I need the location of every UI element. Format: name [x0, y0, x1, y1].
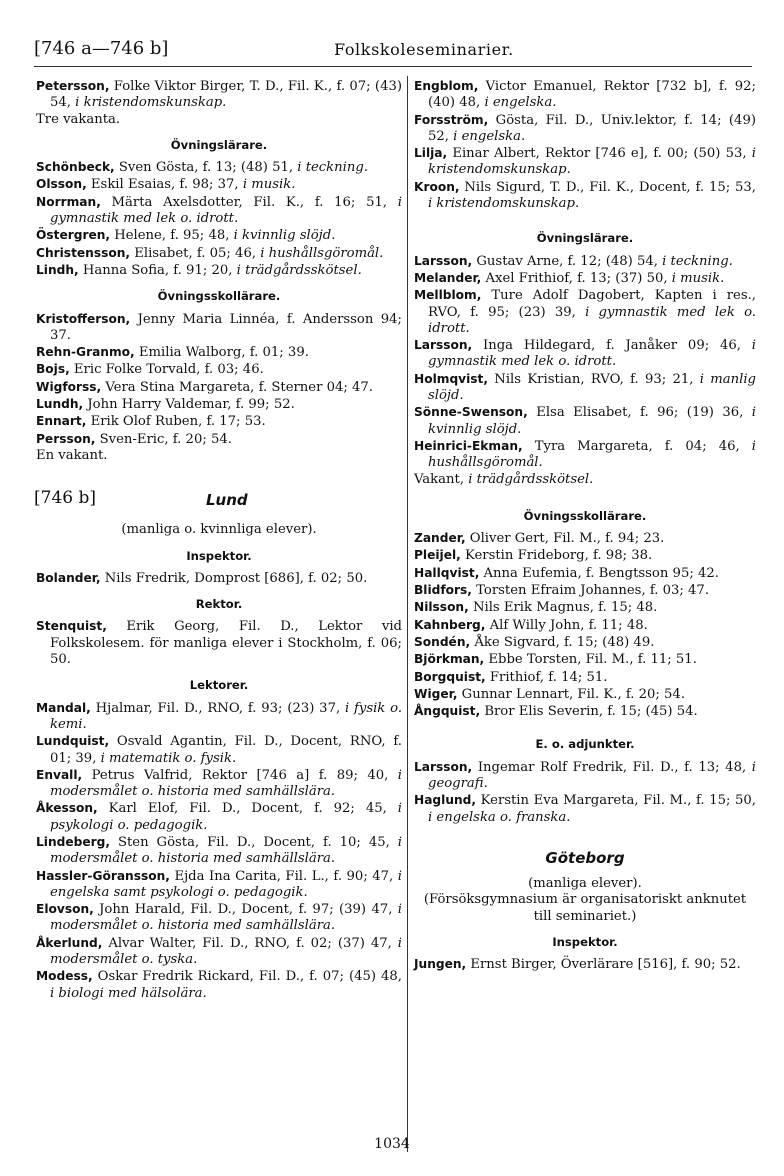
entry-name: Östergren, [36, 228, 111, 243]
entry-text: Sten Gösta, Fil. D., Docent, f. 10; 45, [109, 834, 398, 850]
entry-name: Björkman, [414, 652, 485, 667]
entry-text: Erik Georg, Fil. D., Lektor vid Folkskolesem. för manliga elever i Stockholm, f. 06; 50. [50, 619, 402, 668]
entry-subject: i teckning. [662, 253, 733, 269]
entry-text: Oskar Fredrik Rickard, Fil. D., f. 07; (45) 48, [92, 969, 402, 985]
entry [414, 438, 756, 472]
entry-name: Sondén, [414, 634, 471, 649]
entry [414, 287, 756, 337]
section-code: [746 b] [34, 488, 96, 509]
entry-text: Helene, f. 95; 48, [110, 228, 234, 244]
entry-name: Ennart, [36, 414, 87, 429]
entry-text: Einar Albert, Rektor [746 e], f. 00; (50) 53, [447, 146, 752, 162]
column-divider [407, 76, 408, 1152]
entry-subject: i kristendomskunskap. [428, 146, 756, 178]
section-heading: Övningslärare. [170, 137, 268, 152]
entry-text: Åke Sigvard, f. 15; (48) 49. [470, 634, 655, 650]
entry [414, 112, 756, 146]
entry-text: Ebbe Torsten, Fil. M., f. 11; 51. [484, 652, 697, 668]
entry-subject: i matematik o. fysik. [100, 750, 237, 766]
entry [36, 901, 402, 935]
entry-name: Olsson, [36, 177, 87, 192]
entry-text: Axel Frithiof, f. 13; (37) 50, [481, 270, 672, 286]
entry-text: Frithiof, f. 14; 51. [485, 669, 608, 685]
entry-name: Lilja, [414, 146, 448, 161]
entry-text: Ingemar Rolf Fredrik, Fil. D., f. 13; 48, [472, 759, 752, 775]
entry [414, 337, 756, 371]
entry-text: Elsa Elisabet, f. 96; (19) 36, [527, 405, 752, 421]
entry [414, 253, 756, 270]
entry [36, 396, 402, 413]
entry-subject: i engelska o. franska. [428, 809, 571, 825]
entry [36, 194, 402, 228]
section-heading: E. o. adjunkter. [535, 737, 635, 752]
entry-name: Engblom, [414, 79, 479, 93]
entry-text: Nils Sigurd, T. D., Fil. K., Docent, f. 15; 53, [459, 179, 756, 195]
entry-name: Nilsson, [414, 600, 469, 615]
page-header [34, 36, 752, 67]
entry [36, 227, 402, 244]
left-column [36, 78, 402, 1002]
entry-text: John Harald, Fil. D., Docent, f. 97; (39) 47, [93, 902, 398, 918]
entry-subject: i trädgårdsskötsel. [468, 471, 594, 487]
entry-text: Osvald Agantin, Fil. D., Docent, RNO, f. 01; 39, [50, 734, 402, 766]
entry-text: John Harry Valdemar, f. 99; 52. [83, 397, 295, 413]
entry-subject: i kristendomskunskap. [75, 95, 227, 111]
entry [36, 159, 402, 176]
entry-name: Elovson, [36, 902, 94, 917]
right-column [414, 78, 756, 974]
entry-text: Tre vakanta. [36, 111, 121, 127]
entry-name: Lindh, [36, 262, 79, 277]
entry [36, 935, 402, 969]
entry-name: Rehn-Granmo, [36, 345, 135, 360]
entry-text: Alvar Walter, Fil. D., RNO, f. 02; (37) 47, [102, 935, 398, 951]
entry-subject: i gymnastik med lek o. idrott. [428, 338, 756, 370]
entry-name: Persson, [36, 431, 96, 446]
entry [36, 413, 402, 430]
entry-text: Emilia Walborg, f. 01; 39. [134, 345, 309, 361]
entry [36, 733, 402, 767]
entry [414, 599, 756, 616]
entry-name: Lindeberg, [36, 834, 110, 849]
entry-name: Mandal, [36, 700, 91, 715]
entry-name: Kristofferson, [36, 311, 131, 326]
entry [414, 530, 756, 547]
entry [414, 472, 756, 488]
entry-text: Sven-Eric, f. 20; 54. [95, 431, 232, 447]
entry-name: Borgquist, [414, 669, 486, 684]
section-note: (Försöksgymnasium är organisatoriskt anknutet till seminariet.) [423, 892, 747, 924]
entry [414, 582, 756, 599]
entry-name: Bojs, [36, 362, 70, 377]
entry [414, 371, 756, 405]
entry-subject: i kvinnlig slöjd. [233, 228, 336, 244]
entry [36, 968, 402, 1002]
entry-name: Modess, [36, 969, 93, 984]
entry-text: Bror Elis Severin, f. 15; (45) 54. [480, 704, 698, 720]
entry-name: Melander, [414, 270, 482, 285]
right-ovningskollarare-list [414, 530, 756, 720]
left-ovningslarare-list [36, 159, 402, 279]
entry-subject: i musik. [671, 270, 725, 286]
section-heading: Övningslärare. [536, 231, 634, 246]
entry [36, 176, 402, 193]
entry-text: Karl Elof, Fil. D., Docent, f. 92; 45, [97, 801, 398, 817]
entry-text: Ernst Birger, Överlärare [516], f. 90; 52. [466, 957, 741, 973]
entry-subject: i hushållsgöromål. [428, 438, 756, 471]
entry-name: Forsström, [414, 112, 489, 127]
entry [36, 379, 402, 396]
section-heading: Lektorer. [189, 678, 249, 693]
entry-name: Wigforss, [36, 379, 102, 394]
entry-subject: i engelska. [484, 95, 557, 111]
entry-name: Petersson, [36, 79, 110, 93]
entry-text: Elisabet, f. 05; 46, [130, 245, 261, 261]
entry-subject: i engelska samt psykologi o. pedagogik. [50, 868, 402, 900]
section-heading: Inspektor. [186, 548, 252, 563]
entry [414, 634, 756, 651]
entry-text: Tyra Margareta, f. 04; 46, [522, 438, 752, 454]
section-note: (manliga elever). [528, 876, 642, 892]
entry-name: Larsson, [414, 338, 473, 353]
entry-name: Larsson, [414, 759, 473, 774]
entry-text: Hjalmar, Fil. D., RNO, f. 93; (23) 37, [90, 700, 345, 716]
entry-name: Schönbeck, [36, 160, 115, 175]
entry-subject: i biologi med hälsolära. [50, 985, 207, 1001]
page-range: [746 a—746 b] [34, 38, 169, 59]
entry-name: Åkerlund, [36, 935, 103, 950]
entry [414, 759, 756, 793]
left-rektor-list [36, 618, 402, 668]
entry-text: Anna Eufemia, f. Bengtsson 95; 42. [479, 565, 719, 581]
entry [36, 800, 402, 834]
entry [414, 404, 756, 438]
entry [414, 617, 756, 634]
entry-text: Nils Erik Magnus, f. 15; 48. [468, 600, 658, 616]
entry [414, 78, 756, 112]
entry [36, 868, 402, 902]
entry [36, 618, 402, 668]
entry [36, 431, 402, 448]
entry-name: Haglund, [414, 793, 477, 808]
entry-text: Märta Axelsdotter, Fil. K., f. 16; 51, [100, 194, 398, 210]
entry-text: Folke Viktor Birger, T. D., Fil. K., f. 07; (43) 54, [50, 79, 402, 111]
entry [36, 834, 402, 868]
right-ovningslarare-list [414, 253, 756, 488]
entry-text: Vera Stina Margareta, f. Sterner 04; 47. [101, 379, 373, 395]
entry [36, 448, 402, 464]
entry-subject: i kvinnlig slöjd. [428, 405, 756, 437]
entry-name: Christensson, [36, 245, 131, 260]
entry-text: Sven Gösta, f. 13; (48) 51, [114, 160, 298, 176]
entry-text: Ture Adolf Dagobert, Kapten i res., RVO, f. 95; (23) 39, [428, 288, 756, 320]
entry-name: Norrman, [36, 194, 101, 209]
entry-subject: i manlig slöjd. [428, 371, 756, 404]
right-adjunkter-list [414, 759, 756, 826]
entry [36, 767, 402, 801]
lund-section-title [36, 490, 402, 516]
entry [414, 956, 756, 973]
entry-name: Kroon, [414, 179, 460, 194]
entry-text: En vakant. [36, 447, 108, 463]
left-ovningskollarare-list [36, 311, 402, 465]
entry-name: Sönne-Swenson, [414, 405, 528, 420]
entry-text: Kerstin Frideborg, f. 98; 38. [460, 548, 653, 564]
entry [414, 270, 756, 287]
entry-text: Vakant, [414, 471, 469, 487]
entry-text: Eskil Esaias, f. 98; 37, [86, 177, 243, 193]
entry-subject: i psykologi o. pedagogik. [50, 801, 402, 833]
entry-name: Jungen, [414, 957, 467, 972]
entry [414, 565, 756, 582]
entry-subject: i modersmålet o. tyska. [50, 935, 402, 968]
left-inspektor-list [36, 570, 402, 587]
right-top-list [414, 78, 756, 212]
entry-name: Åkesson, [36, 801, 98, 816]
entry-name: Bolander, [36, 570, 101, 585]
entry-subject: i modersmålet o. historia med samhällslära. [50, 902, 402, 934]
entry-name: Envall, [36, 767, 83, 782]
entry-subject: i gymnastik med lek o. idrott. [428, 304, 756, 336]
entry [36, 361, 402, 378]
entry-name: Kahnberg, [414, 617, 486, 632]
entry-subject: i kristendomskunskap. [428, 196, 580, 212]
entry-subject: i geografi. [428, 759, 756, 791]
entry [36, 311, 402, 345]
entry [36, 78, 402, 112]
entry-text: Gustav Arne, f. 12; (48) 54, [472, 253, 663, 269]
entry [414, 651, 756, 668]
entry [414, 703, 756, 720]
entry-name: Stenquist, [36, 619, 107, 634]
entry [36, 570, 402, 587]
entry-subject: i fysik o. kemi. [50, 700, 403, 732]
entry-text: Inga Hildegard, f. Janåker 09; 46, [472, 338, 752, 354]
left-top-list [36, 78, 402, 128]
entry-text: Nils Kristian, RVO, f. 93; 21, [488, 371, 700, 387]
entry-name: Lundh, [36, 397, 84, 412]
entry-text: Eric Folke Torvald, f. 03; 46. [69, 362, 264, 378]
entry-subject: i hushållsgöromål. [260, 245, 384, 261]
entry-name: Heinrici-Ekman, [414, 438, 523, 453]
entry [414, 686, 756, 703]
section-heading: Övningsskollärare. [157, 289, 281, 304]
entry-text: Oliver Gert, Fil. M., f. 94; 23. [465, 531, 665, 547]
entry-name: Lundquist, [36, 734, 110, 749]
entry-name: Holmqvist, [414, 371, 489, 386]
entry-text: Jenny Maria Linnéa, f. Andersson 94; 37. [50, 311, 402, 343]
entry-name: Pleijel, [414, 548, 461, 563]
entry-text: Erik Olof Ruben, f. 17; 53. [86, 414, 266, 430]
left-lektorer-list [36, 700, 402, 1002]
section-heading: Rektor. [195, 597, 243, 612]
entry [414, 669, 756, 686]
section-heading: Inspektor. [552, 935, 618, 950]
entry [414, 179, 756, 213]
page-title: Folkskoleseminarier. [334, 40, 514, 59]
entry-text: Torsten Efraim Johannes, f. 03; 47. [471, 583, 710, 599]
page-number: 1034 [374, 1136, 410, 1152]
entry-subject: i modersmålet o. historia med samhällslära. [50, 767, 402, 800]
entry-text: Victor Emanuel, Rektor [732 b], f. 92; (40) 48, [428, 79, 756, 111]
right-inspektor-list [414, 956, 756, 973]
entry-text: Gösta, Fil. D., Univ.lektor, f. 14; (49) 52, [428, 112, 756, 144]
entry-name: Blidfors, [414, 583, 472, 598]
entry-subject: i gymnastik med lek o. idrott. [50, 194, 402, 227]
entry [414, 792, 756, 826]
entry-subject: i teckning. [297, 160, 369, 176]
entry-text: Nils Fredrik, Domprost [686], f. 02; 50. [100, 570, 368, 586]
entry [36, 262, 402, 279]
entry [36, 700, 402, 734]
entry [36, 344, 402, 361]
entry-name: Mellblom, [414, 288, 482, 303]
city-name: Lund [206, 491, 248, 510]
entry-text: Hanna Sofia, f. 91; 20, [78, 262, 237, 278]
entry-name: Larsson, [414, 253, 473, 268]
entry-name: Hallqvist, [414, 565, 480, 580]
entry-subject: i trädgårdsskötsel. [236, 262, 362, 278]
entry-text: Gunnar Lennart, Fil. K., f. 20; 54. [457, 686, 686, 702]
entry [414, 547, 756, 564]
entry [414, 145, 756, 179]
entry [36, 112, 402, 128]
entry-name: Hassler-Göransson, [36, 868, 170, 883]
section-note: (manliga o. kvinnliga elever). [121, 522, 317, 538]
city-name: Göteborg [545, 848, 625, 867]
entry-subject: i engelska. [453, 128, 526, 144]
entry-subject: i modersmålet o. historia med samhällslära. [50, 834, 402, 867]
entry-text: Kerstin Eva Margareta, Fil. M., f. 15; 50, [476, 793, 756, 809]
entry-subject: i musik. [242, 177, 296, 193]
entry-name: Wiger, [414, 686, 458, 701]
entry [36, 245, 402, 262]
entry-text: Petrus Valfrid, Rektor [746 a] f. 89; 40, [82, 767, 398, 783]
entry-text: Ejda Ina Carita, Fil. L., f. 90; 47, [169, 868, 398, 884]
entry-name: Ångquist, [414, 704, 481, 719]
section-heading: Övningsskollärare. [523, 508, 647, 523]
entry-name: Zander, [414, 531, 466, 546]
entry-text: Alf Willy John, f. 11; 48. [485, 617, 648, 633]
